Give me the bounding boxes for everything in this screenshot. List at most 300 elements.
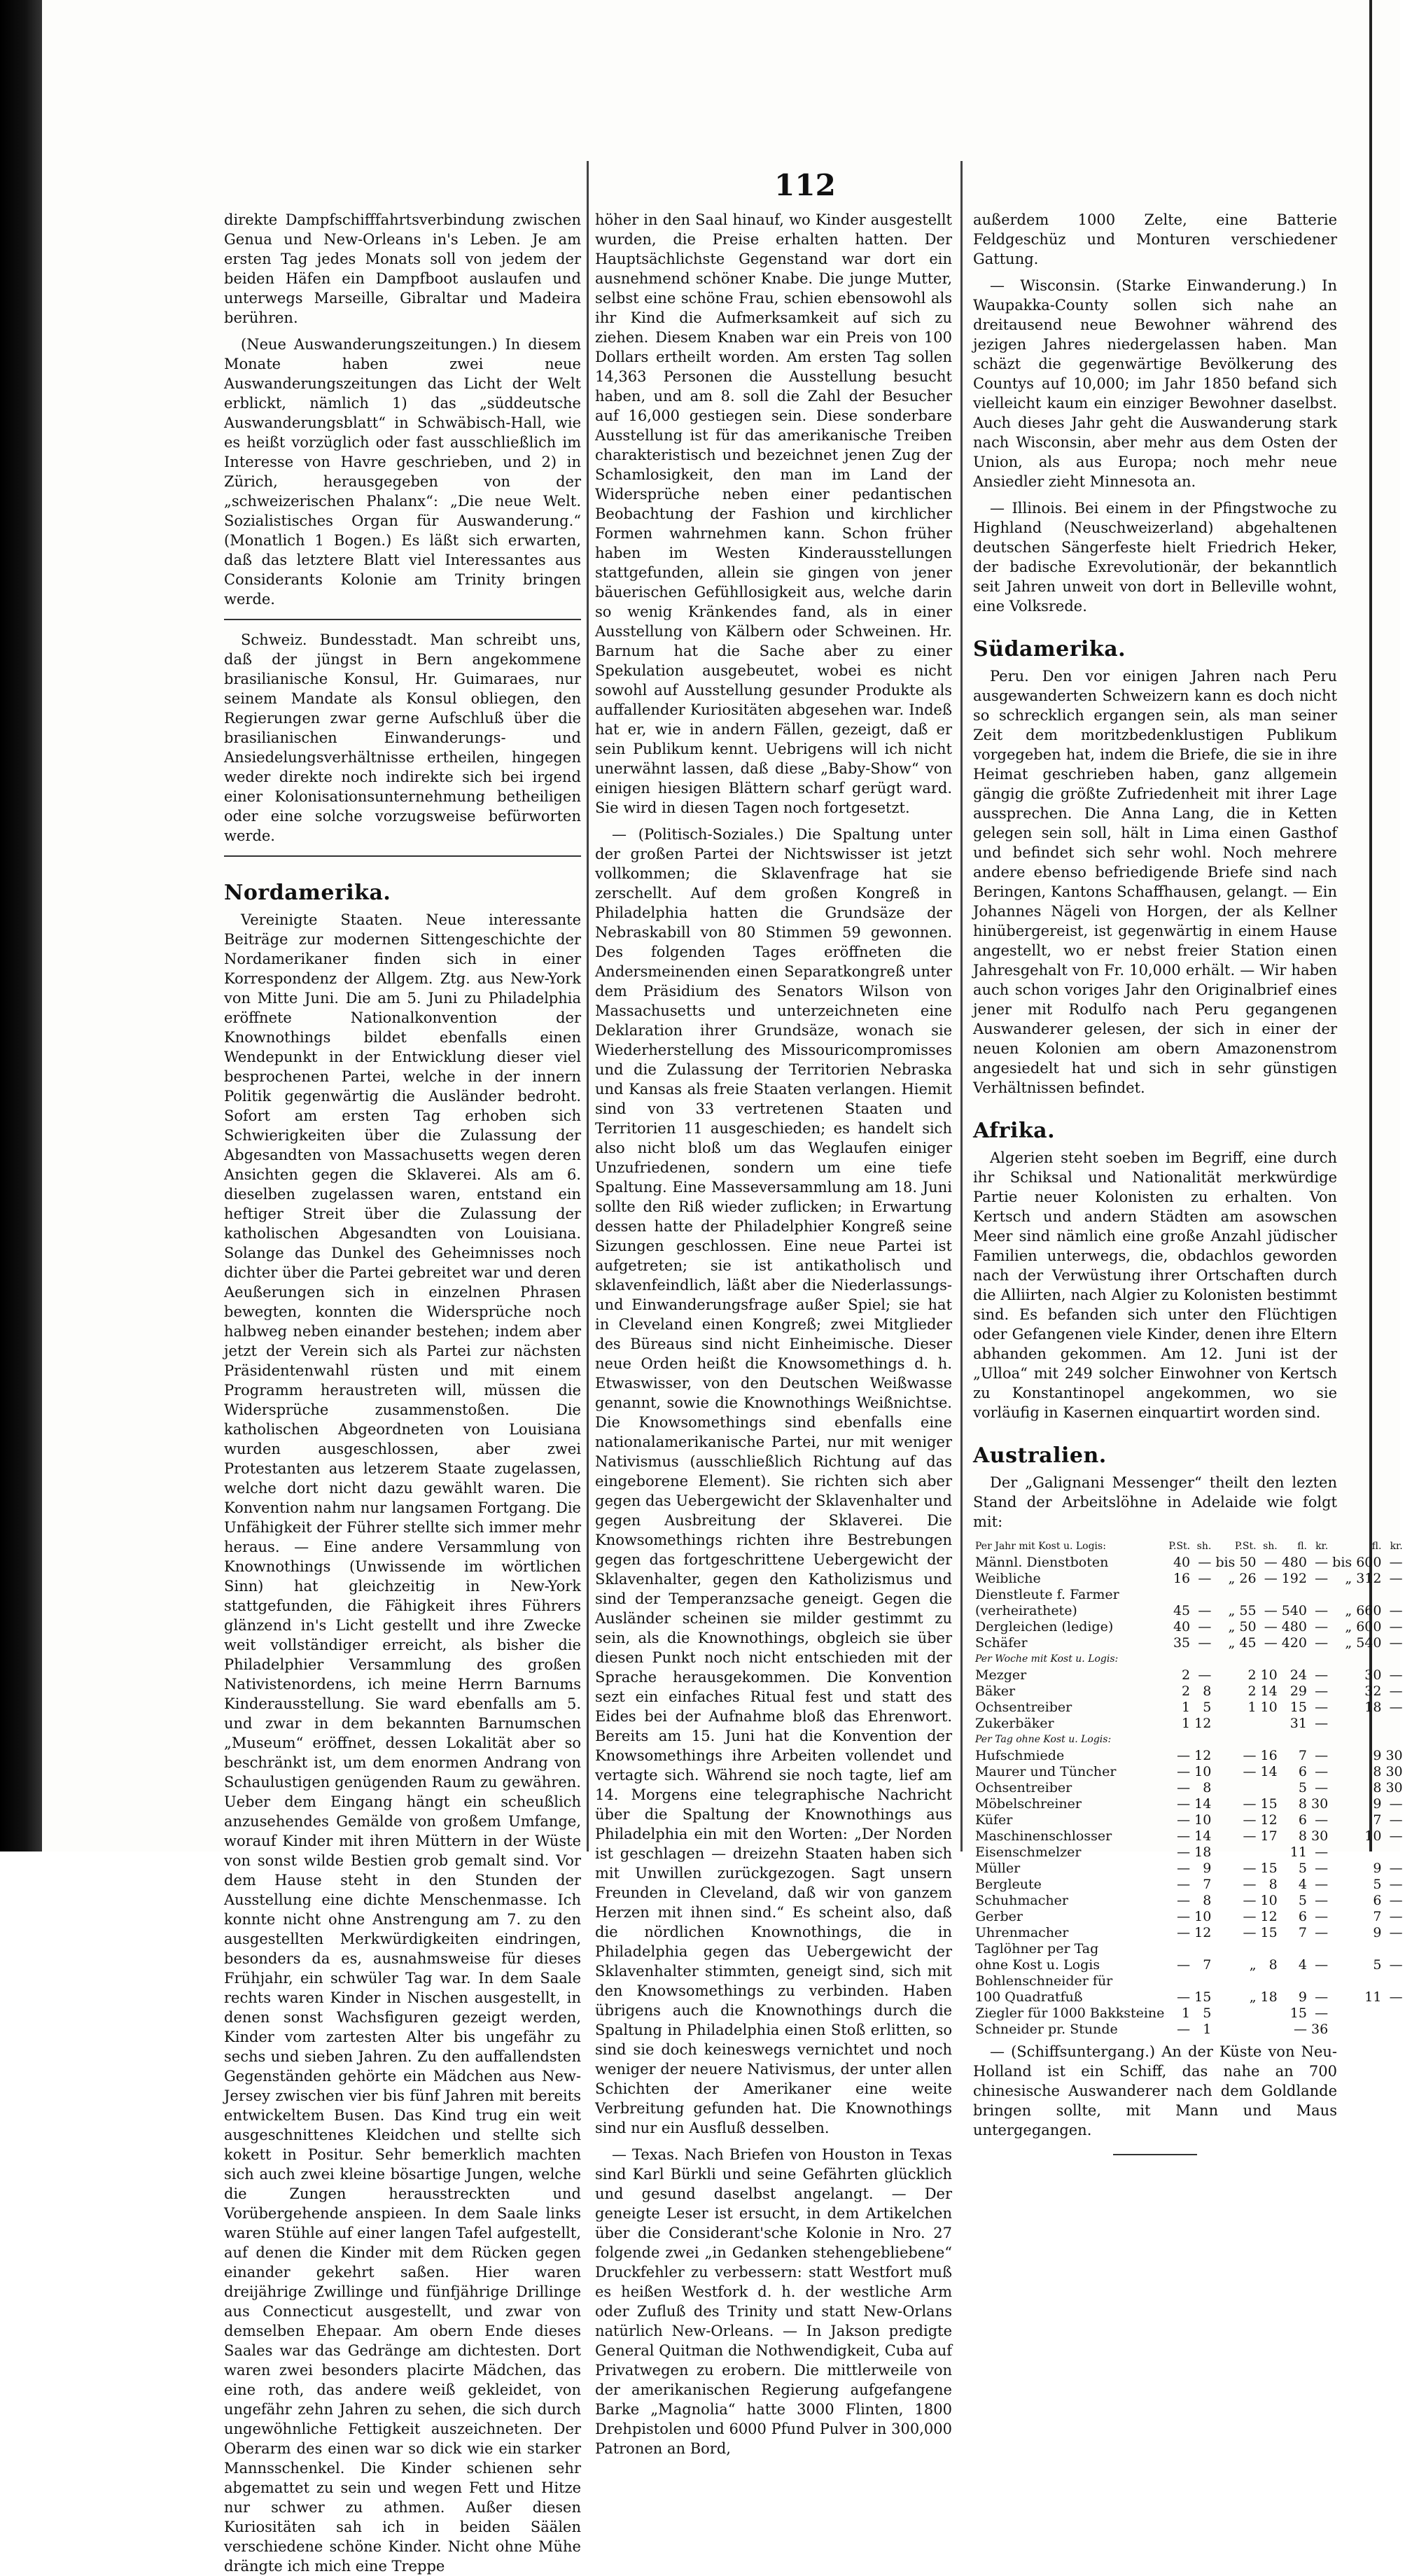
table-cell-value: 12 xyxy=(1260,1812,1278,1828)
table-cell-value: 8 xyxy=(1268,1957,1278,1973)
table-cell-value xyxy=(1330,2022,1383,2038)
table-cell-value xyxy=(1330,1716,1383,1732)
table-cell-value: — xyxy=(1315,1925,1329,1940)
table-cell-value: 8 xyxy=(1203,1893,1212,1908)
table-cell-value: 9 xyxy=(1373,1748,1382,1763)
table-cell-value: — xyxy=(1315,1619,1329,1634)
table-row xyxy=(973,1877,1405,1893)
table-cell-value: 5 xyxy=(1373,1957,1382,1973)
table-cell-value: 12 xyxy=(1260,1909,1278,1924)
battery-paragraph: außerdem 1000 Zelte, eine Batterie Feldgeschüz und Monturen verschiedener Gattung. xyxy=(973,211,1337,267)
table-cell-value: — xyxy=(1315,1812,1329,1828)
table-cell-value: 29 xyxy=(1289,1684,1307,1699)
table-row xyxy=(973,1796,1405,1812)
table-cell-value: — xyxy=(1315,1635,1329,1651)
heading-australien: Australien. xyxy=(973,1443,1107,1468)
table-cell-value: 4 xyxy=(1298,1957,1307,1973)
table-cell-value xyxy=(1259,2005,1280,2022)
table-cell-value xyxy=(1259,1941,1280,1957)
table-cell-value: — xyxy=(1389,1571,1403,1586)
table-cell-value: „ 540 xyxy=(1345,1635,1382,1651)
table-cell-value: „ 50 xyxy=(1228,1619,1257,1634)
table-cell-value: — xyxy=(1389,1893,1403,1908)
col-head: P.St. xyxy=(1234,1541,1257,1552)
table-cell-value: 18 xyxy=(1194,1844,1212,1860)
table-cell-value: — xyxy=(1315,1667,1329,1683)
table-cell-value xyxy=(1383,1587,1404,1603)
table-cell-trade: (verheirathete) xyxy=(975,1603,1077,1618)
table-cell-value: 6 xyxy=(1298,1909,1307,1924)
table-cell-value: 8 xyxy=(1203,1780,1212,1795)
table-cell-value: 7 xyxy=(1203,1957,1212,1973)
table-row xyxy=(973,1571,1405,1587)
table-cell-value xyxy=(1259,1587,1280,1603)
table-cell-value xyxy=(1383,1844,1404,1861)
table-cell-value: 15 xyxy=(1260,1861,1278,1876)
table-cell-value xyxy=(1383,1973,1404,1989)
table-cell-value: 30 xyxy=(1385,1780,1403,1795)
table-cell-value xyxy=(1259,2022,1280,2038)
switzerland-paragraph: Schweiz. Bundesstadt. Man schreibt uns, daß der jüngst in Bern angekommene brasilianische Konsul, Hr. Guimaraes, nur seinem Mandate als Konsul obliegen, den Regierungen zwar gerne Aufschluß über die brasilianischen Einwanderungs- und Ansiedelungsverhältnisse ertheilen, hingegen weder direkte noch indirekte sich bei irgend einer Kolonisationsunternehmung betheiligen oder eine solche vorzugsweise befürworten werde. xyxy=(224,631,581,844)
table-cell-value: 4 xyxy=(1298,1877,1307,1892)
wages-rows-week xyxy=(973,1667,1405,1732)
col-head: kr. xyxy=(1390,1541,1403,1552)
table-cell-trade: Zukerbäker xyxy=(975,1716,1054,1731)
table-cell-value: — xyxy=(1177,1780,1191,1795)
table-cell-value: — xyxy=(1264,1571,1278,1586)
table-cell-value: — xyxy=(1243,1812,1257,1828)
table-cell-value: — xyxy=(1177,1796,1191,1812)
table-cell-trade: Küfer xyxy=(975,1812,1013,1828)
table-cell-value: 8 xyxy=(1268,1877,1278,1892)
table-row xyxy=(973,1909,1405,1925)
table-cell-value: — xyxy=(1389,1684,1403,1699)
table-cell-value: 6 xyxy=(1298,1812,1307,1828)
table-cell-value: — xyxy=(1264,1555,1278,1570)
table-cell-value: — xyxy=(1177,1764,1191,1779)
table-cell-value: 420 xyxy=(1281,1635,1307,1651)
algeria-paragraph: Algerien steht soeben im Begriff, eine durch ihr Schiksal und Nationalität merkwürdige Partie neuer Kolonisten zu erhalten. Von Kertsch und andern Städten am asowschen Meer sind nämlich eine große Anzahl jüdischer Familien unterwegs, die, obdachlos geworden nach der Verwüstung ihrer Ortschaften durch die Alliirten, nach Algier zu Kolonisten bestimmt sind. Es befanden sich unter den Flüchtigen oder Gefangenen viele Kinder, denen ihre Eltern abhanden gekommen. Am 12. Juni ist der „Ulloa“ mit 249 solcher Einwohner von Kertsch zu Konstantinopel angekommen, wo sie vorläufig in Kasernen einquartirt worden sind. xyxy=(973,1149,1337,1421)
table-cell-value: 36 xyxy=(1310,2022,1329,2037)
table-cell-value: 30 xyxy=(1310,1828,1329,1844)
wages-subhead-day: Per Tag ohne Kost u. Logis: xyxy=(975,1734,1112,1745)
table-cell-value xyxy=(1330,1941,1383,1957)
table-cell-value xyxy=(1309,1941,1330,1957)
table-cell-value: „ 600 xyxy=(1345,1619,1382,1634)
table-cell-trade: Eisenschmelzer xyxy=(975,1844,1082,1860)
table-cell-value: 14 xyxy=(1260,1684,1278,1699)
table-cell-value: „ 312 xyxy=(1345,1571,1382,1586)
table-cell-trade: Ochsentreiber xyxy=(975,1780,1072,1795)
table-cell-value: 15 xyxy=(1289,1700,1307,1715)
table-cell-value: — xyxy=(1243,1764,1257,1779)
table-cell-trade: Maschinenschlosser xyxy=(975,1828,1112,1844)
table-cell-value: — xyxy=(1315,1748,1329,1763)
table-cell-value: — xyxy=(1315,1780,1329,1795)
table-cell-value: — xyxy=(1177,1893,1191,1908)
table-cell-value xyxy=(1166,1587,1192,1603)
table-cell-value: 1 xyxy=(1203,2022,1212,2037)
table-cell-value: 10 xyxy=(1194,1909,1212,1924)
separator xyxy=(224,855,581,857)
table-row xyxy=(973,1925,1405,1941)
table-cell-value: — xyxy=(1243,1861,1257,1876)
table-row xyxy=(973,1989,1405,2005)
heading-suedamerika: Südamerika. xyxy=(973,637,1126,662)
table-cell-value: 15 xyxy=(1289,2005,1307,2021)
table-cell-value: 8 xyxy=(1373,1780,1382,1795)
col-head: fl. xyxy=(1297,1541,1307,1552)
table-cell-value: — xyxy=(1177,1812,1191,1828)
table-cell-trade: Maurer und Tüncher xyxy=(975,1764,1117,1779)
table-cell-value: 2 xyxy=(1182,1667,1191,1683)
wages-subhead-week: Per Woche mit Kost u. Logis: xyxy=(975,1653,1119,1665)
table-cell-value: 192 xyxy=(1281,1571,1307,1586)
table-cell-value xyxy=(1213,1780,1258,1796)
table-cell-trade: Bäker xyxy=(975,1684,1016,1699)
wages-rows-day xyxy=(973,1748,1405,2038)
table-cell-trade: Bohlenschneider für xyxy=(975,1973,1113,1989)
table-cell-trade: Mezger xyxy=(975,1667,1027,1683)
table-cell-value xyxy=(1259,1780,1280,1796)
table-cell-value: 7 xyxy=(1373,1909,1382,1924)
table-cell-value: 14 xyxy=(1194,1828,1212,1844)
table-cell-value: — xyxy=(1315,1909,1329,1924)
table-cell-value: 8 xyxy=(1203,1684,1212,1699)
table-cell-value: „ xyxy=(1249,1957,1257,1973)
table-cell-value: — xyxy=(1243,1893,1257,1908)
table-cell-value xyxy=(1213,1844,1258,1861)
table-cell-value xyxy=(1330,1973,1383,1989)
table-cell-value: 7 xyxy=(1373,1812,1382,1828)
table-row xyxy=(973,1957,1405,1973)
table-cell-trade: Weibliche xyxy=(975,1571,1041,1586)
table-row xyxy=(973,1684,1405,1700)
heading-nordamerika: Nordamerika. xyxy=(224,881,391,905)
table-cell-value: 30 xyxy=(1364,1667,1382,1683)
column-3 xyxy=(973,210,1403,2138)
shipwreck-paragraph: — (Schiffsuntergang.) An der Küste von Neu-Holland ist ein Schiff, das nahe an 700 chinesische Auswanderer nach dem Goldlande bringen sollte, mit Mann und Maus untergegangen. xyxy=(973,2043,1337,2138)
table-row xyxy=(973,1828,1405,1844)
table-cell-value: — xyxy=(1243,1909,1257,1924)
table-cell-value: — xyxy=(1315,1861,1329,1876)
column-rule-2 xyxy=(960,161,963,1851)
table-cell-value: 1 xyxy=(1247,1700,1257,1715)
table-cell-value: — xyxy=(1243,1925,1257,1940)
table-cell-trade: Ziegler für 1000 Bakksteine xyxy=(975,2005,1165,2021)
table-cell-value: 9 xyxy=(1298,1989,1307,2005)
table-cell-value: — xyxy=(1243,1796,1257,1812)
table-cell-value: — xyxy=(1198,1667,1212,1683)
table-row xyxy=(973,1748,1405,1764)
table-row xyxy=(973,1619,1405,1635)
table-row xyxy=(973,1587,1405,1603)
table-cell-value: — xyxy=(1389,1828,1403,1844)
table-cell-value: — xyxy=(1389,1877,1403,1892)
table-cell-value: — xyxy=(1177,1844,1191,1860)
table-cell-value: 7 xyxy=(1298,1925,1307,1940)
table-cell-value: 1 xyxy=(1182,2005,1191,2021)
col-head: P.St. xyxy=(1168,1541,1191,1552)
table-cell-value: 14 xyxy=(1260,1764,1278,1779)
table-cell-value: 32 xyxy=(1364,1684,1382,1699)
table-cell-value: 11 xyxy=(1364,1989,1382,2005)
table-cell-value: 15 xyxy=(1260,1925,1278,1940)
table-cell-trade: Möbelschreiner xyxy=(975,1796,1082,1812)
table-cell-value: — xyxy=(1315,1844,1329,1860)
table-cell-value xyxy=(1192,1587,1213,1603)
table-cell-value: 40 xyxy=(1173,1555,1191,1570)
table-cell-value xyxy=(1280,1973,1309,1989)
table-cell-value xyxy=(1213,1973,1258,1989)
table-cell-value: 5 xyxy=(1298,1861,1307,1876)
table-cell-value: — xyxy=(1315,1571,1329,1586)
table-cell-value: — xyxy=(1264,1619,1278,1634)
table-cell-trade: Ochsentreiber xyxy=(975,1700,1072,1715)
table-cell-value: 5 xyxy=(1203,1700,1212,1715)
table-cell-value: 540 xyxy=(1281,1603,1307,1618)
table-cell-value: — xyxy=(1177,1861,1191,1876)
table-cell-value: — xyxy=(1177,2022,1191,2037)
end-rule xyxy=(1113,2154,1197,2155)
table-cell-trade: Uhrenmacher xyxy=(975,1925,1069,1940)
table-cell-value: 5 xyxy=(1203,2005,1212,2021)
table-cell-value: 1 xyxy=(1182,1700,1191,1715)
table-cell-trade: Männl. Dienstboten xyxy=(975,1555,1109,1570)
table-cell-value: — xyxy=(1315,1684,1329,1699)
table-row xyxy=(973,1603,1405,1619)
table-row xyxy=(973,1973,1405,1989)
table-cell-value: 15 xyxy=(1194,1989,1212,2005)
wages-rows-year xyxy=(973,1555,1405,1651)
table-cell-value xyxy=(1192,1973,1213,1989)
table-cell-value: — xyxy=(1198,1571,1212,1586)
table-cell-value: 12 xyxy=(1194,1925,1212,1940)
genua-shipping-paragraph: direkte Dampfschifffahrtsverbindung zwischen Genua und New-Orleans in's Leben. Je am ersten Tag jedes Monats soll von jedem der beiden Häfen ein Dampfboot auslaufen und unterwegs Marseille, Gibraltar und Madeira berühren. xyxy=(224,211,581,326)
table-cell-value: 24 xyxy=(1289,1667,1307,1683)
table-cell-value: — xyxy=(1315,1989,1329,2005)
table-cell-value xyxy=(1309,1587,1330,1603)
table-cell-value: 7 xyxy=(1298,1748,1307,1763)
table-cell-value: 8 xyxy=(1373,1764,1382,1779)
table-cell-value: 16 xyxy=(1173,1571,1191,1586)
table-cell-value: 6 xyxy=(1373,1893,1382,1908)
table-cell-value: „ 45 xyxy=(1228,1635,1257,1651)
table-cell-value xyxy=(1259,1716,1280,1732)
table-cell-trade: Müller xyxy=(975,1861,1021,1876)
table-cell-value: — xyxy=(1389,1812,1403,1828)
table-cell-trade: Schäfer xyxy=(975,1635,1028,1651)
table-row xyxy=(973,1716,1405,1732)
col-head: sh. xyxy=(1196,1541,1212,1552)
table-row xyxy=(973,2022,1405,2038)
table-cell-value xyxy=(1213,1941,1258,1957)
table-cell-value: 18 xyxy=(1260,1989,1278,2005)
page-number: 112 xyxy=(774,168,836,202)
table-cell-value xyxy=(1213,1587,1258,1603)
political-social-paragraph: — (Politisch-Soziales.) Die Spaltung unter der großen Partei der Nichtswisser ist jetzt vollkommen; die Sklavenfrage hat sie zerschellt. Auf dem großen Kongreß in Philadelphia hatten die Grundsäze der Nebraskabill von 80 Stimmen 59 gewonnen. Des folgenden Tages eröffneten die Andersmeinenden einen Separatkongreß unter dem Präsidium des Senators Wilson von Massachusetts und unterzeichneten eine Deklaration ihrer Grundsäze, wonach sie Wiederherstellung des Missouricompromisses und die Zulassung der Territorien Nebraska und Kansas als freie Staaten verlangen. Hiemit sind von 33 vertretenen Staaten und Territorien 11 ausgeschieden; es handelt sich also nicht bloß um das Weglaufen einiger Unzufriedenen, sondern um eine tiefe Spaltung. Eine Masseversammlung am 18. Juni sollte den Riß wieder zuflicken; in Erwartung dessen hatte der Philadelphier Kongreß seine Sizungen geschlossen. Eine neue Partei ist aufgetreten; sie ist antikatholisch und sklavenfeindlich, läßt aber die Niederlassungs- und Einwanderungsfrage außer Spiel; sie hat in Cleveland einen Kongreß; zwei Mitglieder des Büreaus sind nicht Einheimische. Dieser neue Orden heißt die Knowsomethings d. h. Etwaswisser, von den Deutschen Weißwasse genannt, sowie die Knownothings Weißnichtse. Die Knowsomethings sind ebenfalls eine nationalamerikanische Partei, nur mit weniger Nativismus (ausschließlich Richtung auf das eingeborene Element). Sie richten sich aber gegen das Uebergewicht der Sklavenhalter und gegen Ausbreitung der Sklaverei. Die Knowsomethings richten ihre Bestrebungen gegen das fortgeschrittene Uebergewicht der Sklavenhalter, gegen den Katholizismus und sind der Temperanzsache geneigt. Gegen die Ausländer scheinen sie milder gestimmt zu sein, als die Knownothings, obgleich sie über diesen Punkt noch nicht entschieden mit der Sprache herausgekommen. Die Konvention sezt ein einfaches Ritual fest und statt des Eides bei der Aufnahme bloß das Ehrenwort. Bereits am 15. Juni hat die Konvention der Knowsomethings ihre Arbeiten vollendet und vertagte sich. Während sie noch tagte, lief am 14. Morgens eine telegraphische Nachricht über die Spaltung der Knownothings aus Philadelphia ein mit den Worten: „Der Norden ist geschlagen — dreizehn Staaten haben sich mit Unwillen zurückgezogen. Sagt unsern Freunden in Cleveland, daß wir von ganzem Herzen mit ihnen sind.“ Es scheint also, daß die nördlichen Knownothings, die in Philadelphia gegen das Uebergewicht der Sklavenhalter stimmten, geneigt sind, sich mit den Knowsomethings zu verbinden. Haben übrigens auch die Knownothings durch die Spaltung in Philadelphia einen Stoß erlitten, so sind sie doch keineswegs vernichtet und noch weniger der neuere Nativismus, der unter allen Schichten der Amerikaner eine weite Verbreitung gefunden hat. Die Knownothings sind nur ein Ausfluß desselben. xyxy=(595,826,952,2136)
usa-paragraph: Vereinigte Staaten. Neue interessante Beiträge zur modernen Sittengeschichte der Nordamerikaner finden sich in einer Korrespondenz der Allgem. Ztg. aus New-York von Mitte Juni. Die am 5. Juni zu Philadelphia eröffnete Nationalkonvention der Knownothings bildet ebenfalls einen Wendepunkt in der Entwicklung dieser viel besprochenen Partei, welche in der innern Politik gegenwärtig die Ausländer bedroht. Sofort am ersten Tag erhoben sich Schwierigkeiten über die Zulassung der Abgesandten von Massachusetts wegen deren Ansichten gegen die Sklaverei. Als am 6. dieselben zugelassen waren, entstand ein heftiger Streit über die Zulassung der katholischen Abgesandten von Louisiana. Solange das Dunkel des Geheimnisses noch dichter über die Partei gebreitet war und deren Aeußerungen sich in einzelnen Phrasen bewegten, konnten die Widersprüche noch halbweg neben einander bestehen; indem aber jetzt der Verein sich als Partei zur nächsten Präsidentenwahl rüsten und mit einem Programm heraustreten will, müssen die Widersprüche zusammenstoßen. Die katholischen Abgeordneten von Louisiana wurden ausgeschlossen, aber zwei Protestanten aus letzerem Staate zugelassen, welche dort nicht dazu gewählt waren. Die Konvention nahm nur langsamen Fortgang. Die Unfähigkeit der Führer stellte sich immer mehr heraus. — Eine andere Versammlung von Knownothings (Unwissende im wörtlichen Sinn) hat gleichzeitig in New-York stattgefunden, die Fähigkeit ihres Führers glänzend in's Licht gestellt und ihre Zwecke weit vollständiger erreicht, als bisher die Philadelphier Versammlung des großen Nativistenordens, ich meine Herrn Barnums Kinderausstellung. Sie ward ebenfalls am 5. und zwar in dem bekannten Barnumschen „Museum“ eröffnet, dessen Lokalität aber so beschränkt ist, um dem enormen Andrang von Schaulustigen genügenden Raum zu gewähren. Ueber dem Eingang hängt ein scheußlich anzusehendes Gemälde von großem Umfange, worauf Kinder mit ihren Müttern in der Wüste von sonst wilde Bestien grob gemalt sind. Vor dem Hause steht in den Stunden der Ausstellung eine dichte Menschenmasse. Ich konnte nicht ohne Anstrengung am 7. zu den ausgestellten Merkwürdigkeiten eindringen, besonders da es, ausnahmsweise für dieses Frühjahr, ein schwüler Tag war. In dem Saale rechts waren Kinder in Nischen ausgestellt, in denen sonst Wachsfiguren gezeigt werden, Kinder vom zartesten Alter bis ungefähr zu sechs und sieben Jahren. Zu den auffallendsten Gegenständen gehörte ein Mädchen aus New-Jersey zwischen vier bis fünf Jahren mit bereits entwickeltem Busen. Das Kind trug ein weit ausgeschnittenes Kleidchen und stellte sich kokett in Positur. Sehr bemerklich machten sich auch zwei kleine bösartige Jungen, welche die Zungen herausstreckten und Vorübergehende anspieen. In dem Saale links waren Stühle auf einer langen Tafel aufgestellt, auf denen die Kinder mit dem Rücken gegen einander gekehrt saßen. Hier waren dreijährige Zwillinge und fünfjährige Drillinge aus Connecticut ausgestellt, und zwar von demselben Ehepaar. Am obern Ende dieses Saales war das Gedränge am dichtesten. Dort waren zwei besonders placirte Mädchen, das eine roth, das andere weiß gekleidet, von ungefähr zehn Jahren zu sehen, die sich durch ungewöhnliche Fettigkeit auszeichneten. Der Oberarm des einen war so dick wie ein starker Mannsschenkel. Die Kinder schienen sehr abgemattet zu sein und wegen Fett und Hitze nur schwer zu athmen. Außer diesen Kuriositäten sah ich in beiden Säälen verschiedene schöne Kinder. Nicht ohne Mühe drängte ich mich eine Treppe xyxy=(224,911,581,2575)
table-cell-value: — xyxy=(1198,1555,1212,1570)
table-cell-value: 15 xyxy=(1260,1796,1278,1812)
table-cell-value: — xyxy=(1389,1603,1403,1618)
table-cell-value: — xyxy=(1389,1925,1403,1940)
table-cell-value: — xyxy=(1264,1603,1278,1618)
table-cell-value: 8 xyxy=(1298,1828,1307,1844)
table-cell-value xyxy=(1213,2022,1258,2038)
table-cell-value: 480 xyxy=(1281,1619,1307,1634)
table-row xyxy=(973,1700,1405,1716)
table-cell-value xyxy=(1383,1941,1404,1957)
table-cell-value: 12 xyxy=(1194,1716,1212,1731)
table-cell-value: 9 xyxy=(1373,1925,1382,1940)
table-cell-value: 16 xyxy=(1260,1748,1278,1763)
table-cell-value: 14 xyxy=(1194,1796,1212,1812)
separator xyxy=(224,619,581,620)
table-cell-value: 12 xyxy=(1194,1748,1212,1763)
table-cell-value: 30 xyxy=(1385,1748,1403,1763)
table-cell-value xyxy=(1166,1973,1192,1989)
col-head: kr. xyxy=(1315,1541,1329,1552)
table-cell-value: 10 xyxy=(1260,1893,1278,1908)
table-cell-value: — xyxy=(1198,1603,1212,1618)
table-row xyxy=(973,1861,1405,1877)
table-cell-value: 8 xyxy=(1298,1796,1307,1812)
table-cell-value: 9 xyxy=(1373,1796,1382,1812)
table-row xyxy=(973,1941,1405,1957)
table-cell-value: — xyxy=(1243,1748,1257,1763)
table-cell-value: — xyxy=(1315,1764,1329,1779)
table-cell-value xyxy=(1309,1973,1330,1989)
table-row xyxy=(973,1844,1405,1861)
table-cell-value: — xyxy=(1177,1925,1191,1940)
table-cell-value: „ xyxy=(1249,1989,1257,2005)
table-cell-value xyxy=(1330,2005,1383,2022)
table-cell-value: 5 xyxy=(1373,1877,1382,1892)
table-cell-value: 10 xyxy=(1194,1812,1212,1828)
table-cell-value: 2 xyxy=(1247,1684,1257,1699)
column-rule-1 xyxy=(587,161,589,1851)
table-cell-value: „ 26 xyxy=(1228,1571,1257,1586)
table-cell-value xyxy=(1280,1587,1309,1603)
table-cell-value: — xyxy=(1198,1619,1212,1634)
column-2 xyxy=(595,210,952,2457)
table-cell-trade: Schneider pr. Stunde xyxy=(975,2022,1118,2037)
heading-afrika: Afrika. xyxy=(973,1119,1056,1143)
table-cell-value xyxy=(1192,1941,1213,1957)
table-row xyxy=(973,1555,1405,1571)
table-cell-value: 5 xyxy=(1298,1780,1307,1795)
table-cell-value: — xyxy=(1389,1796,1403,1812)
table-cell-value: — xyxy=(1389,1700,1403,1715)
col-head: fl. xyxy=(1371,1541,1382,1552)
table-row xyxy=(973,1667,1405,1684)
table-cell-value: 10 xyxy=(1260,1700,1278,1715)
table-cell-value: — xyxy=(1177,1957,1191,1973)
table-cell-value: — xyxy=(1389,1957,1403,1973)
table-cell-value: 31 xyxy=(1289,1716,1307,1731)
table-cell-trade: Dienstleute f. Farmer xyxy=(975,1587,1119,1602)
wages-table xyxy=(973,1539,1405,2038)
table-cell-value: — xyxy=(1315,1603,1329,1618)
table-cell-value: — xyxy=(1315,1716,1329,1731)
table-cell-value: bis 600 xyxy=(1332,1555,1382,1570)
table-cell-value xyxy=(1280,1941,1309,1957)
table-cell-value: — xyxy=(1177,1909,1191,1924)
table-cell-value: — xyxy=(1243,1877,1257,1892)
texas-paragraph: — Texas. Nach Briefen von Houston in Texas sind Karl Bürkli und seine Gefährten glücklich und gesund daselbst angelangt. — Der geneigte Leser ist ersucht, in dem Artikelchen über die Considerant'sche Kolonie in Nro. 27 folgende zwei „in Gedanken stehengebliebene“ Druckfehler zu verbessern: statt Westfort muß es heißen Westfork d. h. der westliche Arm oder Zufluß des Trinity und statt New-Orlans natürlich New-Orleans. — In Jakson predigte General Quitman die Nothwendigkeit, Cuba auf Privatwegen zu erobern. Die mittlerweile von der amerikanischen Regierung aufgefangene Barke „Magnolia“ hatte 3000 Flinten, 1800 Drehpistolen und 6000 Pfund Pulver in 300,000 Patronen an Bord, xyxy=(595,2146,952,2457)
table-row xyxy=(973,1893,1405,1909)
table-cell-value: 10 xyxy=(1364,1828,1382,1844)
wages-subhead-year: Per Jahr mit Kost u. Logis: xyxy=(975,1541,1106,1552)
table-cell-value: 6 xyxy=(1298,1764,1307,1779)
table-cell-value xyxy=(1330,1587,1383,1603)
wisconsin-paragraph: — Wisconsin. (Starke Einwanderung.) In Waupakka-County sollen sich nahe an dreitausend neue Bewohner während des jezigen Jahres niedergelassen haben. Man schäzt die gegenwärtige Bevölkerung des Countys auf 10,000; im Jahr 1850 befand sich vielleicht kaum ein einziger Bewohner daselbst. Auch dieses Jahr geht die Auswanderung stark nach Wisconsin, aber mehr aus dem Osten der Union, als aus Europa; noch mehr neue Ansiedler zieht Minnesota an. xyxy=(973,277,1337,490)
table-cell-value: 480 xyxy=(1281,1555,1307,1570)
table-row xyxy=(973,1812,1405,1828)
table-cell-value xyxy=(1330,1844,1383,1861)
wages-header-row xyxy=(973,1539,1405,1555)
table-cell-trade: Schuhmacher xyxy=(975,1893,1068,1908)
table-cell-value: — xyxy=(1177,1828,1191,1844)
table-cell-value: — xyxy=(1315,1555,1329,1570)
table-cell-trade: ohne Kost u. Logis xyxy=(975,1957,1100,1973)
table-cell-value: 2 xyxy=(1182,1684,1191,1699)
table-cell-value: 11 xyxy=(1289,1844,1307,1860)
table-cell-value: — xyxy=(1389,1555,1403,1570)
table-cell-value: — xyxy=(1315,1893,1329,1908)
table-cell-trade: Bergleute xyxy=(975,1877,1042,1892)
column-1 xyxy=(224,210,581,2575)
table-cell-trade: Dergleichen (ledige) xyxy=(975,1619,1114,1634)
table-cell-value xyxy=(1259,1973,1280,1989)
table-cell-value xyxy=(1213,1716,1258,1732)
table-cell-value: — xyxy=(1389,1667,1403,1683)
table-cell-value: 10 xyxy=(1194,1764,1212,1779)
table-cell-value: 17 xyxy=(1260,1828,1278,1844)
table-cell-value: 30 xyxy=(1385,1764,1403,1779)
table-cell-value: — xyxy=(1264,1635,1278,1651)
table-cell-value: — xyxy=(1389,1619,1403,1634)
table-cell-value: „ 55 xyxy=(1228,1603,1257,1618)
table-cell-value xyxy=(1213,2005,1258,2022)
table-cell-trade: 100 Quadratfuß xyxy=(975,1989,1083,2005)
table-cell-value: bis 50 xyxy=(1215,1555,1257,1570)
table-row xyxy=(973,2005,1405,2022)
illinois-paragraph: — Illinois. Bei einem in der Pfingstwoche zu Highland (Neuschweizerland) abgehaltenen deutschen Sängerfeste hielt Friedrich Heker, der badische Exrevolutionär, der bekanntlich seit Jahren unweit von dort in Belleville wohnt, eine Volksrede. xyxy=(973,500,1337,615)
table-cell-value: — xyxy=(1198,1635,1212,1651)
table-cell-value: — xyxy=(1177,1989,1191,2005)
table-cell-value: 9 xyxy=(1373,1861,1382,1876)
table-cell-trade: Gerber xyxy=(975,1909,1023,1924)
table-cell-value: 7 xyxy=(1203,1877,1212,1892)
table-cell-value: 45 xyxy=(1173,1603,1191,1618)
table-cell-value xyxy=(1166,1941,1192,1957)
table-row xyxy=(973,1780,1405,1796)
table-cell-value: 30 xyxy=(1310,1796,1329,1812)
baby-show-paragraph: höher in den Saal hinauf, wo Kinder ausgestellt wurden, die Preise erhalten hatten. Der Hauptsächlichste Gegenstand war dort ein ausnehmend schöner Knabe. Die junge Mutter, selbst eine schöne Frau, schien ebensowohl als ihr Kind die Aufmerksamkeit auf sich zu ziehen. Diesem Knaben war ein Preis von 100 Dollars ertheilt worden. Am ersten Tag sollen 14,363 Personen die Ausstellung besucht haben, und am 8. soll die Zahl der Besucher auf 16,000 gestiegen sein. Diese sonderbare Ausstellung ist für das amerikanische Treiben charakteristisch und bezeichnet jenen Zug der Schamlosigkeit, den man im Land der Widersprüche neben einer pedantischen Beobachtung der Fashion und kirchlicher Formen wahrnehmen kann. Schon früher haben im Westen Kinderausstellungen stattgefunden, allein sie gingen von jener bäuerischen Gefühllosigkeit aus, welche darin so wenig Kränkendes fand, als in einer Ausstellung von Kälbern oder Schweinen. Hr. Barnum hat die Sache aber zu einer Spekulation ausgebeutet, wobei es nicht sowohl auf Ausstellung gesunder Produkte als auffallender Kuriositäten abgesehen war. Indeß hat er, wie in andern Fällen, gezeigt, daß er sein Publikum kennt. Uebrigens will ich nicht unerwähnt lassen, daß diese „Baby-Show“ von einigen hiesigen Blättern scharf gerügt ward. Sie wird in diesen Tagen noch fortgesetzt. xyxy=(595,211,952,816)
table-cell-value: — xyxy=(1315,1957,1329,1973)
col-head: sh. xyxy=(1263,1541,1278,1552)
table-cell-value: 40 xyxy=(1173,1619,1191,1634)
emigration-newspapers-paragraph: (Neue Auswanderungszeitungen.) In diesem Monate haben zwei neue Auswanderungszeitungen das Licht der Welt erblickt, nämlich 1) das „süddeutsche Auswanderungsblatt“ in Schwäbisch-Hall, wie es heißt vorzüglich oder fast ausschließlich im Interesse von Havre geschrieben, und 2) in Zürich, herausgegeben von der „schweizerischen Phalanx“: „Die neue Welt. Sozialistisches Organ für Auswanderung.“ (Monatlich 1 Bogen.) Es läßt sich erwarten, daß das letztere Blatt viel Interessantes aus Considerants Kolonie am Trinity bringen werde. xyxy=(224,336,581,608)
table-cell-value: 1 xyxy=(1182,1716,1191,1731)
table-cell-value: — xyxy=(1315,1877,1329,1892)
table-cell-value xyxy=(1383,2005,1404,2022)
table-cell-trade: Taglöhner per Tag xyxy=(975,1941,1099,1956)
table-cell-value: — xyxy=(1389,1909,1403,1924)
table-cell-trade: Hufschmiede xyxy=(975,1748,1065,1763)
